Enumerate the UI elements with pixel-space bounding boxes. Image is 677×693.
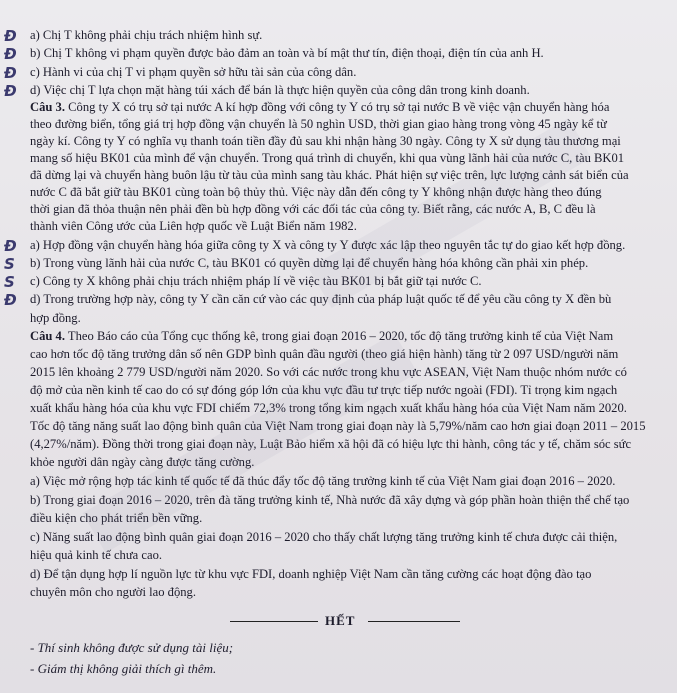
answer-mark-q3d: Đ bbox=[4, 291, 17, 309]
q3-option-d-cont: hợp đồng. bbox=[30, 311, 81, 325]
end-divider bbox=[230, 613, 460, 629]
question-number: Câu 4. bbox=[30, 329, 65, 343]
q4-stem-line: khỏe người dân ngày càng được tăng cường. bbox=[30, 455, 255, 469]
answer-mark-q2b: Đ bbox=[4, 45, 17, 63]
q3-stem-line: mang số hiệu BK01 của mình để vận chuyển. Trong quá trình di chuyển, khi qua vùng lãnh hải của nước C, tàu BK01 bbox=[30, 151, 625, 165]
answer-mark-q3b: S bbox=[4, 255, 15, 273]
question-number: Câu 3. bbox=[30, 100, 65, 114]
q4-stem-line: Tốc độ tăng năng suất lao động bình quân của Việt Nam trong giai đoạn này là 5,79%/năm cao hơn giai đoạn 2011 – 2015 bbox=[30, 419, 646, 433]
answer-mark-q2a: Đ bbox=[4, 27, 17, 45]
q3-stem-line: thời gian đã thỏa thuận nên phải đền bù hợp đồng với các đối tác của công ty. Biết rằng, các nước A, B, C đều là bbox=[30, 202, 596, 216]
answer-mark-q2d: Đ bbox=[4, 82, 17, 100]
answer-mark-q3a: Đ bbox=[4, 237, 17, 255]
q2-option-a: a) Chị T không phải chịu trách nhiệm hình sự. bbox=[30, 28, 263, 42]
note-no-materials: - Thí sinh không được sử dụng tài liệu; bbox=[30, 640, 234, 655]
q3-stem-line: thành viên Công ước của Liên hợp quốc về Luật Biển năm 1982. bbox=[30, 219, 357, 233]
q4-option-d-cont: chuyên môn cho người lao động. bbox=[30, 585, 196, 599]
q4-option-b: b) Trong giai đoạn 2016 – 2020, trên đà tăng trưởng kinh tế, Nhà nước đã xây dựng và góp phần hoàn thiện thể chế tạo bbox=[30, 493, 630, 507]
q3-stem-line: Câu 3. Công ty X có trụ sở tại nước A kí hợp đồng với công ty Y có trụ sở tại nước B về việc vận chuyển hàng hóa bbox=[30, 100, 610, 114]
q3-option-a: a) Hợp đồng vận chuyển hàng hóa giữa công ty X và công ty Y được xác lập theo nguyên tắc tự do giao kết hợp đồng. bbox=[30, 238, 626, 252]
q4-stem-line: cao hơn tốc độ tăng trưởng dân số nên GDP bình quân đầu người (theo giá hiện hành) tăng từ 2 097 USD/người năm bbox=[30, 347, 619, 361]
answer-mark-q2c: Đ bbox=[4, 64, 17, 82]
q4-stem-line: 2015 lên khoảng 2 779 USD/người năm 2020. So với các nước trong khu vực ASEAN, Việt Nam thuộc nhóm nước có bbox=[30, 365, 627, 379]
q3-option-d: d) Trong trường hợp này, công ty Y cần căn cứ vào các quy định của pháp luật quốc tế để yêu cầu công ty X đền bù bbox=[30, 292, 612, 306]
q3-stem-line: nước C đã bắt giữ tàu BK01 cùng toàn bộ thủy thủ. Việc này dẫn đến công ty Y không nhận được hàng theo đúng bbox=[30, 185, 602, 199]
note-no-explanation: - Giám thị không giải thích gì thêm. bbox=[30, 661, 217, 676]
q4-stem-line: (4,27%/năm). Đồng thời trong giai đoạn này, Luật Bảo hiểm xã hội đã có hiệu lực thi hành, công tác y tế, chăm sóc sức bbox=[30, 437, 632, 451]
q4-option-b-cont: điều kiện cho phát triển bền vững. bbox=[30, 511, 203, 525]
divider-line-left bbox=[230, 621, 318, 622]
answer-mark-q3c: S bbox=[4, 273, 15, 291]
divider-line-right bbox=[368, 621, 460, 622]
q3-stem-line: theo đường biển, tổng giá trị hợp đồng vận chuyển là 50 nghìn USD, thời gian giao hàng trong vòng 45 ngày kể từ bbox=[30, 117, 607, 131]
q2-option-d: d) Việc chị T lựa chọn mặt hàng túi xách để bán là thực hiện quyền của công dân trong kinh doanh. bbox=[30, 83, 530, 97]
q4-stem-line: Câu 4. Theo Báo cáo của Tổng cục thống kê, trong giai đoạn 2016 – 2020, tốc độ tăng trưởng kinh tế của Việt Nam bbox=[30, 329, 614, 343]
q4-option-c-cont: hiệu quả kinh tế chưa cao. bbox=[30, 548, 163, 562]
q4-option-d: d) Để tận dụng hợp lí nguồn lực từ khu vực FDI, doanh nghiệp Việt Nam cần tăng cường các hoạt động đào tạo bbox=[30, 567, 592, 581]
q3-stem-line: ngày kí. Công ty Y có nghĩa vụ thanh toán tiền đầy đủ sau khi nhận hàng 30 ngày. Công ty X sử dụng tàu thương mại bbox=[30, 134, 621, 148]
q3-option-c: c) Công ty X không phải chịu trách nhiệm pháp lí về việc tàu BK01 bị bắt giữ tại nước C. bbox=[30, 274, 482, 288]
q2-option-b: b) Chị T không vi phạm quyền được bảo đảm an toàn và bí mật thư tín, điện thoại, điện tín của anh H. bbox=[30, 46, 544, 60]
q4-stem-line: độ mở của nền kinh tế cao do có sự đóng góp lớn của khu vực đầu tư trực tiếp nước ngoài (FDI). Tỉ trọng kim ngạch bbox=[30, 383, 618, 397]
q4-option-c: c) Năng suất lao động bình quân giai đoạn 2016 – 2020 cho thấy chất lượng tăng trưởng kinh tế chưa được cải thiện, bbox=[30, 530, 618, 544]
end-label: HẾT bbox=[325, 613, 356, 628]
q4-stem-line: xuất khẩu hàng hóa của khu vực FDI chiếm 72,3% trong tổng kim ngạch xuất khẩu hàng hóa của Việt Nam năm 2020. bbox=[30, 401, 627, 415]
q3-option-b: b) Trong vùng lãnh hải của nước C, tàu BK01 có quyền dừng lại để chuyển hàng hóa không cần phải xin phép. bbox=[30, 256, 589, 270]
q2-option-c: c) Hành vi của chị T vi phạm quyền sở hữu tài sản của công dân. bbox=[30, 65, 357, 79]
q3-stem-line: đã dừng lại và chuyển hàng buôn lậu từ tàu của mình sang tàu khác. Phát hiện sự việc trên, lực lượng cảnh sát biển của bbox=[30, 168, 629, 182]
q4-option-a: a) Việc mở rộng hợp tác kinh tế quốc tế đã thúc đẩy tốc độ tăng trưởng kinh tế của Việt Nam giai đoạn 2016 – 2020. bbox=[30, 474, 616, 488]
